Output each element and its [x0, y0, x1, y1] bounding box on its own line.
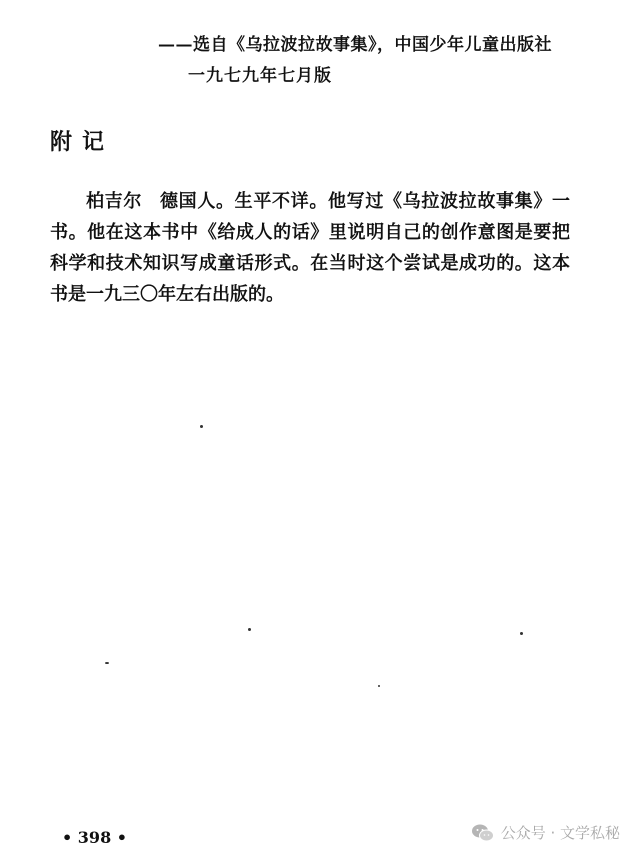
scan-speck — [378, 685, 380, 687]
author-note — [50, 186, 570, 310]
scan-speck — [248, 628, 251, 631]
page-number: • 398 • — [62, 828, 127, 847]
source-citation-line-1: ——选自《乌拉波拉故事集》，中国少年儿童出版社 — [158, 35, 552, 55]
author-name: 柏吉尔 — [86, 191, 142, 212]
watermark-label: 公众号 · 文学私秘 — [500, 824, 620, 842]
wechat-icon — [471, 823, 495, 843]
source-citation-line-2: 一九七九年七月版 — [188, 66, 332, 86]
author-note-paragraph — [50, 186, 570, 310]
scan-speck — [105, 662, 109, 664]
scan-speck — [200, 425, 203, 428]
scan-speck — [520, 632, 523, 635]
section-title: 附记 — [50, 129, 115, 155]
watermark — [471, 822, 620, 843]
author-note-text: 德国人。生平不详。他写过《乌拉波拉故事集》一书。他在这本书中《给成人的话》里说明自己的创作意图是要把科学和技术知识写成童话形式。在当时这个尝试是成功的。这本书是一九三〇年左右出版的。 — [50, 191, 570, 305]
